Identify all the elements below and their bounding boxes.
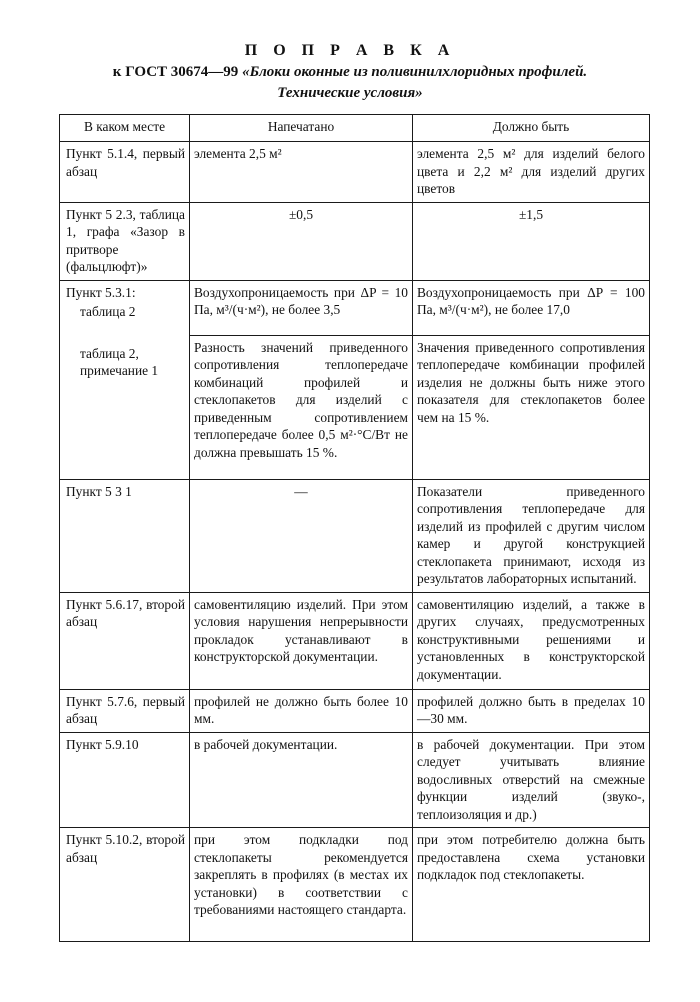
place-cell: Пункт 5.1.4, первый абзац — [60, 142, 190, 203]
document-title: П О П Р А В К А — [244, 42, 456, 59]
place-cell: Пункт 5.9.10 — [60, 732, 190, 828]
should-be-cell: Значения приведенного сопротивления теплопередаче комбинации профилей изделия не должны быть ниже этого показателя для стеклопакетов более чем на 15 %. — [413, 335, 650, 479]
column-header-place: В каком месте — [60, 115, 190, 142]
table-row — [60, 142, 650, 203]
table-row — [60, 828, 650, 942]
table-row — [60, 479, 650, 592]
printed-cell: в рабочей документации. — [190, 732, 413, 828]
should-be-cell: ±1,5 — [413, 202, 650, 280]
place-main: Пункт 5.3.1: — [66, 284, 136, 300]
table-row — [60, 592, 650, 689]
amendment-table — [59, 114, 650, 942]
place-sub-note: таблица 2, примечание 1 — [80, 345, 159, 378]
printed-cell: ±0,5 — [190, 202, 413, 280]
printed-cell: — — [190, 479, 413, 592]
standard-reference: к ГОСТ 30674—99 — [112, 64, 239, 80]
table-row — [60, 280, 650, 335]
printed-cell: Воздухопроницаемость при ΔP = 10 Па, м³/(ч·м²), не более 3,5 — [190, 280, 413, 335]
table-row — [60, 732, 650, 828]
standard-name: «Блоки оконные из поливинилхлоридных профилей. — [242, 64, 588, 80]
should-be-cell: профилей должно быть в пределах 10—30 мм. — [413, 689, 650, 732]
printed-cell: при этом подкладки под стеклопакеты рекомендуется закреплять в профилях (в местах их установки) в соответствии с требованиями настоящего стандарта. — [190, 828, 413, 942]
place-cell: Пункт 5.6.17, второй абзац — [60, 592, 190, 689]
place-cell: Пункт 5.7.6, первый абзац — [60, 689, 190, 732]
table-header-row — [60, 115, 650, 142]
document-subtitle — [60, 63, 640, 81]
table-row — [60, 202, 650, 280]
printed-cell: элемента 2,5 м² — [190, 142, 413, 203]
should-be-cell: при этом потребителю должна быть предоставлена схема установки подкладок под стеклопакеты. — [413, 828, 650, 942]
should-be-cell: самовентиляцию изделий, а также в других случаях, предусмотренных конструктивными решениями и установленных в конструкторской документации. — [413, 592, 650, 689]
should-be-cell: Показатели приведенного сопротивления теплопередаче для изделий из профилей с другим числом камер и другой конструкцией стеклопакета принимают, исходя из результатов лабораторных испытаний. — [413, 479, 650, 592]
should-be-cell: Воздухопроницаемость при ΔP = 100 Па, м³/(ч·м²), не более 17,0 — [413, 280, 650, 335]
standard-name-cont: Технические условия» — [277, 85, 423, 101]
printed-cell: профилей не должно быть более 10 мм. — [190, 689, 413, 732]
should-be-cell: элемента 2,5 м² для изделий белого цвета и 2,2 м² для изделий других цветов — [413, 142, 650, 203]
should-be-cell: в рабочей документации. При этом следует учитывать влияние водосливных отверстий на смежные функции изделий (звуко-, теплоизоляция и др.) — [413, 732, 650, 828]
printed-cell: самовентиляцию изделий. При этом условия нарушения непрерывности прокладок устанавливают в конструкторской документации. — [190, 592, 413, 689]
table-row — [60, 689, 650, 732]
column-header-should-be: Должно быть — [413, 115, 650, 142]
place-cell — [60, 280, 190, 479]
place-cell: Пункт 5.10.2, второй абзац — [60, 828, 190, 942]
column-header-printed: Напечатано — [190, 115, 413, 142]
printed-cell: Разность значений приведенного сопротивления теплопередаче комбинаций профилей и стеклопакетов для изделий с приведенным сопротивлением теплопередаче более 0,5 м²·°С/Вт не должна превышать 15 %. — [190, 335, 413, 479]
place-cell: Пункт 5 2.3, таблица 1, графа «Зазор в притворе (фальцлюфт)» — [60, 202, 190, 280]
place-cell: Пункт 5 3 1 — [60, 479, 190, 592]
place-sub-table: таблица 2 — [80, 304, 136, 319]
